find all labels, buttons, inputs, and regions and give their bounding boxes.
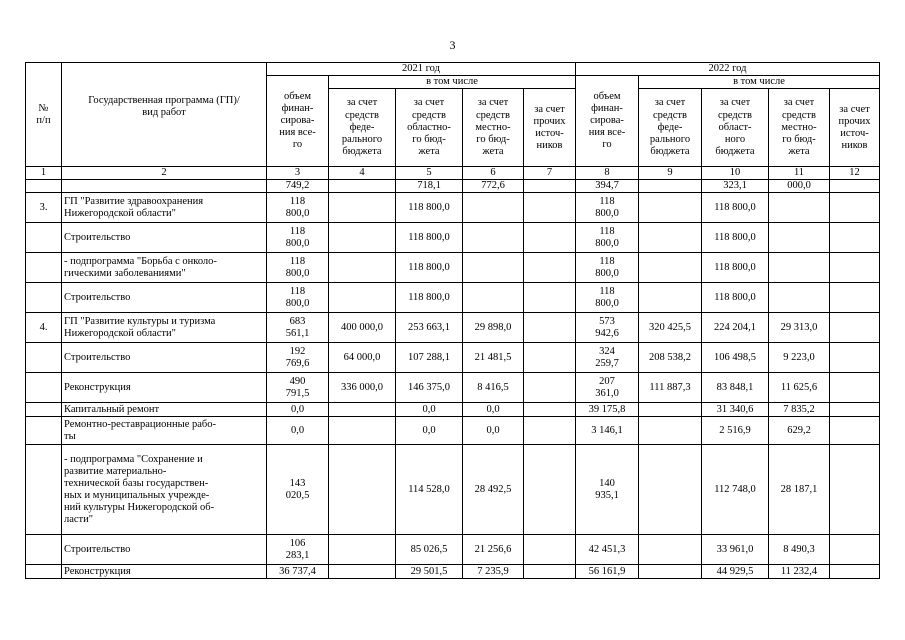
- value-cell: [463, 283, 524, 313]
- value-cell: [524, 180, 576, 193]
- value-cell: 143 020,5: [267, 445, 329, 535]
- value-cell: 253 663,1: [396, 313, 463, 343]
- col-index: 12: [830, 167, 880, 180]
- value-cell: 118 800,0: [267, 283, 329, 313]
- row-number: [26, 373, 62, 403]
- value-cell: 320 425,5: [639, 313, 702, 343]
- row-name: Строительство: [62, 535, 267, 565]
- row-name: Капитальный ремонт: [62, 403, 267, 417]
- value-cell: [639, 283, 702, 313]
- col-index: 8: [576, 167, 639, 180]
- value-cell: 324 259,7: [576, 343, 639, 373]
- value-cell: 28 492,5: [463, 445, 524, 535]
- value-cell: [830, 343, 880, 373]
- value-cell: [830, 223, 880, 253]
- value-cell: 83 848,1: [702, 373, 769, 403]
- value-cell: 629,2: [769, 417, 830, 445]
- value-cell: 0,0: [267, 403, 329, 417]
- value-cell: [639, 253, 702, 283]
- value-cell: 224 204,1: [702, 313, 769, 343]
- value-cell: 573 942,6: [576, 313, 639, 343]
- value-cell: [769, 223, 830, 253]
- value-cell: 323,1: [702, 180, 769, 193]
- value-cell: [830, 193, 880, 223]
- value-cell: 118 800,0: [702, 253, 769, 283]
- row-name: ГП "Развитие культуры и туризма Нижегородской области": [62, 313, 267, 343]
- value-cell: 7 835,2: [769, 403, 830, 417]
- value-cell: 146 375,0: [396, 373, 463, 403]
- value-cell: [524, 417, 576, 445]
- header-reg-2022: за счет средств област- ного бюджета: [702, 89, 769, 167]
- value-cell: 39 175,8: [576, 403, 639, 417]
- value-cell: [830, 180, 880, 193]
- header-total-2022: объем финан- сирова- ния все- го: [576, 76, 639, 167]
- value-cell: [524, 253, 576, 283]
- value-cell: [830, 253, 880, 283]
- row-number: [26, 417, 62, 445]
- table-row: [26, 193, 880, 223]
- value-cell: 29 313,0: [769, 313, 830, 343]
- col-index: 2: [62, 167, 267, 180]
- table-row: [26, 403, 880, 417]
- value-cell: [329, 193, 396, 223]
- header-fed-2022: за счет средств феде- рального бюджета: [639, 89, 702, 167]
- table-row: [26, 253, 880, 283]
- value-cell: 0,0: [463, 403, 524, 417]
- value-cell: 29 501,5: [396, 565, 463, 579]
- row-name: ГП "Развитие здравоохранения Нижегородской области": [62, 193, 267, 223]
- header-loc-2022: за счет средств местно- го бюд- жета: [769, 89, 830, 167]
- value-cell: [639, 193, 702, 223]
- header-fed-2021: за счет средств феде- рального бюджета: [329, 89, 396, 167]
- value-cell: 400 000,0: [329, 313, 396, 343]
- row-name: Ремонтно-реставрационные рабо- ты: [62, 417, 267, 445]
- value-cell: 118 800,0: [396, 193, 463, 223]
- table-row: [26, 445, 880, 535]
- value-cell: [769, 253, 830, 283]
- value-cell: 29 898,0: [463, 313, 524, 343]
- value-cell: 107 288,1: [396, 343, 463, 373]
- value-cell: 31 340,6: [702, 403, 769, 417]
- col-index: 3: [267, 167, 329, 180]
- col-index: 6: [463, 167, 524, 180]
- value-cell: 208 538,2: [639, 343, 702, 373]
- row-number: [26, 565, 62, 579]
- value-cell: [830, 373, 880, 403]
- value-cell: 21 481,5: [463, 343, 524, 373]
- value-cell: 336 000,0: [329, 373, 396, 403]
- table-row: [26, 373, 880, 403]
- value-cell: 118 800,0: [702, 283, 769, 313]
- value-cell: [830, 445, 880, 535]
- header-reg-2021: за счет средств областно- го бюд- жета: [396, 89, 463, 167]
- value-cell: 44 929,5: [702, 565, 769, 579]
- value-cell: 207 361,0: [576, 373, 639, 403]
- value-cell: 192 769,6: [267, 343, 329, 373]
- value-cell: [830, 565, 880, 579]
- value-cell: [830, 283, 880, 313]
- value-cell: [524, 535, 576, 565]
- value-cell: [830, 313, 880, 343]
- value-cell: [329, 180, 396, 193]
- value-cell: 114 528,0: [396, 445, 463, 535]
- value-cell: [769, 283, 830, 313]
- row-number: [26, 283, 62, 313]
- value-cell: 118 800,0: [576, 223, 639, 253]
- value-cell: [463, 253, 524, 283]
- value-cell: [329, 283, 396, 313]
- value-cell: [524, 193, 576, 223]
- value-cell: 0,0: [396, 403, 463, 417]
- table-row: [26, 343, 880, 373]
- value-cell: [639, 223, 702, 253]
- value-cell: [524, 283, 576, 313]
- col-index: 7: [524, 167, 576, 180]
- value-cell: 772,6: [463, 180, 524, 193]
- value-cell: [639, 417, 702, 445]
- row-number: [26, 535, 62, 565]
- col-index: 9: [639, 167, 702, 180]
- value-cell: [463, 193, 524, 223]
- value-cell: 490 791,5: [267, 373, 329, 403]
- value-cell: [830, 403, 880, 417]
- value-cell: 11 625,6: [769, 373, 830, 403]
- value-cell: 683 561,1: [267, 313, 329, 343]
- table-row: [26, 223, 880, 253]
- value-cell: [639, 535, 702, 565]
- value-cell: 36 737,4: [267, 565, 329, 579]
- header-year-2022: 2022 год: [576, 63, 880, 76]
- table-row: [26, 180, 880, 193]
- value-cell: 21 256,6: [463, 535, 524, 565]
- value-cell: [830, 417, 880, 445]
- value-cell: 000,0: [769, 180, 830, 193]
- row-number: [26, 223, 62, 253]
- budget-table: [25, 62, 880, 579]
- value-cell: [524, 373, 576, 403]
- value-cell: 0,0: [463, 417, 524, 445]
- table-row: [26, 313, 880, 343]
- row-name: - подпрограмма "Сохранение и развитие материально- технической базы государствен- ных и муниципальных учрежде- ний культуры Нижегородской об- ласти": [62, 445, 267, 535]
- page-number: 3: [449, 38, 456, 52]
- value-cell: 11 232,4: [769, 565, 830, 579]
- value-cell: 394,7: [576, 180, 639, 193]
- value-cell: [639, 403, 702, 417]
- value-cell: [463, 223, 524, 253]
- value-cell: 118 800,0: [576, 283, 639, 313]
- row-number: 4.: [26, 313, 62, 343]
- header-program: Государственная программа (ГП)/ вид работ: [62, 63, 267, 167]
- value-cell: 749,2: [267, 180, 329, 193]
- value-cell: 118 800,0: [396, 283, 463, 313]
- value-cell: 8 490,3: [769, 535, 830, 565]
- header-loc-2021: за счет средств местно- го бюд- жета: [463, 89, 524, 167]
- table-row: [26, 565, 880, 579]
- value-cell: 8 416,5: [463, 373, 524, 403]
- col-index: 10: [702, 167, 769, 180]
- value-cell: [524, 403, 576, 417]
- value-cell: 42 451,3: [576, 535, 639, 565]
- value-cell: 0,0: [396, 417, 463, 445]
- value-cell: 118 800,0: [702, 223, 769, 253]
- value-cell: 118 800,0: [396, 223, 463, 253]
- value-cell: 0,0: [267, 417, 329, 445]
- value-cell: [329, 565, 396, 579]
- value-cell: 140 935,1: [576, 445, 639, 535]
- table-row: [26, 535, 880, 565]
- value-cell: [524, 343, 576, 373]
- value-cell: [329, 223, 396, 253]
- value-cell: 56 161,9: [576, 565, 639, 579]
- value-cell: 718,1: [396, 180, 463, 193]
- header-total-2021: объем финан- сирова- ния все- го: [267, 76, 329, 167]
- value-cell: 7 235,9: [463, 565, 524, 579]
- value-cell: 85 026,5: [396, 535, 463, 565]
- value-cell: 118 800,0: [396, 253, 463, 283]
- value-cell: 118 800,0: [702, 193, 769, 223]
- value-cell: 118 800,0: [576, 253, 639, 283]
- value-cell: [524, 223, 576, 253]
- row-number: [26, 403, 62, 417]
- value-cell: 3 146,1: [576, 417, 639, 445]
- row-number: [26, 445, 62, 535]
- value-cell: [524, 313, 576, 343]
- value-cell: 106 498,5: [702, 343, 769, 373]
- value-cell: [524, 565, 576, 579]
- value-cell: 9 223,0: [769, 343, 830, 373]
- header-incl-2022: в том числе: [639, 76, 880, 89]
- row-number: [26, 343, 62, 373]
- col-index: 4: [329, 167, 396, 180]
- col-index: 11: [769, 167, 830, 180]
- value-cell: 118 800,0: [267, 193, 329, 223]
- value-cell: 118 800,0: [576, 193, 639, 223]
- header-oth-2022: за счет прочих источ- ников: [830, 89, 880, 167]
- value-cell: [524, 445, 576, 535]
- row-number: 3.: [26, 193, 62, 223]
- column-index-row: [26, 167, 880, 180]
- header-num: № п/п: [26, 63, 62, 167]
- value-cell: 28 187,1: [769, 445, 830, 535]
- value-cell: 33 961,0: [702, 535, 769, 565]
- value-cell: [329, 417, 396, 445]
- value-cell: 106 283,1: [267, 535, 329, 565]
- row-name: Реконструкция: [62, 565, 267, 579]
- value-cell: 111 887,3: [639, 373, 702, 403]
- value-cell: [830, 535, 880, 565]
- value-cell: 64 000,0: [329, 343, 396, 373]
- value-cell: [639, 180, 702, 193]
- row-name: Реконструкция: [62, 373, 267, 403]
- header-year-2021: 2021 год: [267, 63, 576, 76]
- value-cell: [329, 535, 396, 565]
- value-cell: [329, 445, 396, 535]
- value-cell: [639, 445, 702, 535]
- value-cell: 2 516,9: [702, 417, 769, 445]
- row-name: - подпрограмма "Борьба с онколо- гическими заболеваниями": [62, 253, 267, 283]
- value-cell: 118 800,0: [267, 253, 329, 283]
- value-cell: 112 748,0: [702, 445, 769, 535]
- row-number: [26, 180, 62, 193]
- col-index: 1: [26, 167, 62, 180]
- table-row: [26, 417, 880, 445]
- value-cell: [329, 253, 396, 283]
- col-index: 5: [396, 167, 463, 180]
- row-name: Строительство: [62, 283, 267, 313]
- row-name: Строительство: [62, 343, 267, 373]
- row-name: Строительство: [62, 223, 267, 253]
- value-cell: [769, 193, 830, 223]
- value-cell: [329, 403, 396, 417]
- row-number: [26, 253, 62, 283]
- header-oth-2021: за счет прочих источ- ников: [524, 89, 576, 167]
- value-cell: [639, 565, 702, 579]
- header-incl-2021: в том числе: [329, 76, 576, 89]
- table-row: [26, 283, 880, 313]
- row-name: [62, 180, 267, 193]
- value-cell: 118 800,0: [267, 223, 329, 253]
